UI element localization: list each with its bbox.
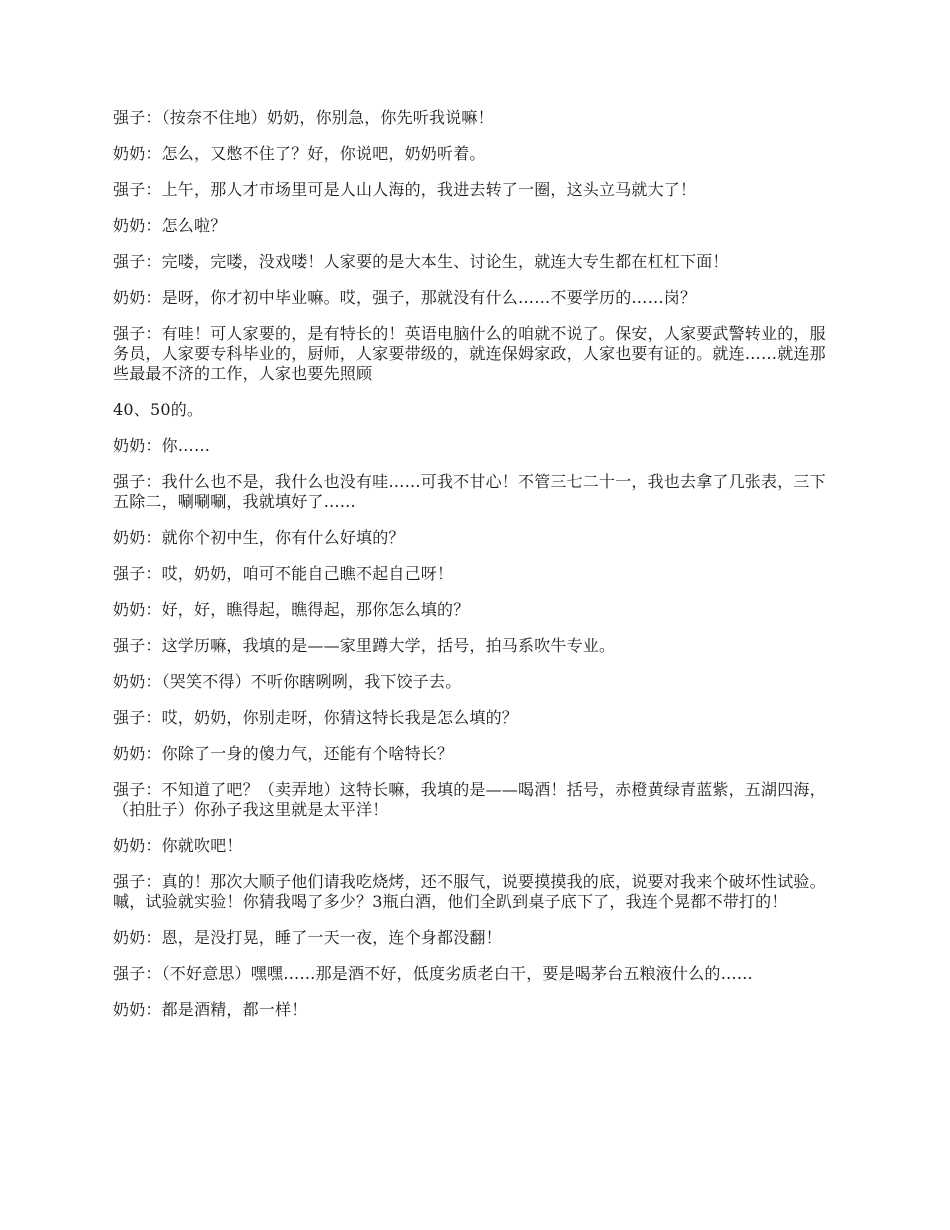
dialogue-line: 奶奶：就你个初中生，你有什么好填的？ — [113, 528, 405, 547]
document-body — [113, 108, 838, 1036]
dialogue-line: 奶奶：恩，是没打晃，睡了一天一夜，连个身都没翻！ — [113, 928, 502, 947]
dialogue-line: 强子：哎，奶奶，咱可不能自己瞧不起自己呀！ — [113, 564, 454, 583]
dialogue-line: 强子：上午，那人才市场里可是人山人海的，我进去转了一圈，这头立马就大了！ — [113, 180, 697, 199]
dialogue-line: 强子：完喽，完喽，没戏喽！人家要的是大本生、讨论生，就连大专生都在杠杠下面！ — [113, 252, 729, 271]
dialogue-line: 奶奶：（哭笑不得）不听你瞎咧咧，我下饺子去。 — [113, 672, 462, 691]
dialogue-line: 40、50的。 — [113, 400, 204, 419]
dialogue-line: 奶奶：是呀，你才初中毕业嘛。哎，强子，那就没有什么……不要学历的……岗？ — [113, 288, 697, 307]
dialogue-line: 强子：（不好意思）嘿嘿……那是酒不好，低度劣质老白干，要是喝茅台五粮液什么的…… — [113, 964, 754, 983]
dialogue-line: 奶奶：好，好，瞧得起，瞧得起，那你怎么填的？ — [113, 600, 470, 619]
dialogue-line: 强子：哎，奶奶，你别走呀，你猜这特长我是怎么填的？ — [113, 708, 519, 727]
dialogue-line: 强子：有哇！可人家要的，是有特长的！英语电脑什么的咱就不说了。保安，人家要武警转业的，服务员，人家要专科毕业的，厨师，人家要带级的，就连保姆家政，人家也要有证的。就连……就连那些最最不济的工作，人家也要先照顾 — [113, 324, 826, 383]
dialogue-line: 奶奶：怎么，又憋不住了？好，你说吧，奶奶听着。 — [113, 144, 486, 163]
dialogue-line: 奶奶：你除了一身的傻力气，还能有个啥特长？ — [113, 744, 454, 763]
dialogue-line: 奶奶：怎么啦？ — [113, 216, 227, 235]
dialogue-line: 奶奶：你…… — [113, 436, 211, 455]
dialogue-line: 强子：不知道了吧？（卖弄地）这特长嘛，我填的是——喝酒！括号，赤橙黄绿青蓝紫，五湖四海，（拍肚子）你孙子我这里就是太平洋！ — [113, 780, 826, 819]
dialogue-line: 强子：我什么也不是，我什么也没有哇……可我不甘心！不管三七二十一，我也去拿了几张表，三下五除二，唰唰唰，我就填好了…… — [113, 472, 826, 511]
dialogue-line: 强子：（按奈不住地）奶奶，你别急，你先听我说嘛！ — [113, 108, 494, 127]
dialogue-line: 强子：这学历嘛，我填的是——家里蹲大学，括号，拍马系吹牛专业。 — [113, 636, 616, 655]
dialogue-line: 强子：真的！那次大顺子他们请我吃烧烤，还不服气，说要摸摸我的底，说要对我来个破坏性试验。嘁，试验就实验！你猜我喝了多少？3瓶白酒，他们全趴到桌子底下了，我连个晃都不带打的！ — [113, 872, 826, 911]
dialogue-line: 奶奶：都是酒精，都一样！ — [113, 1000, 308, 1019]
dialogue-line: 奶奶：你就吹吧！ — [113, 836, 243, 855]
